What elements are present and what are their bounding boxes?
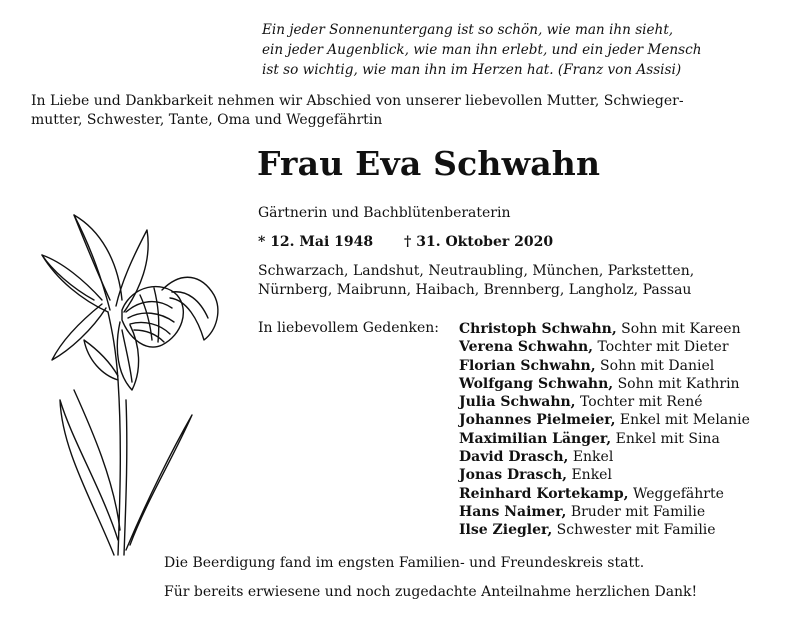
mourner-row (459, 521, 750, 539)
life-dates (258, 234, 553, 250)
mourner-name: Christoph Schwahn, (459, 321, 617, 337)
mourner-row (459, 430, 750, 448)
mourner-relation: Sohn mit Kathrin (613, 375, 740, 392)
mourner-relation: Enkel mit Sina (611, 430, 720, 447)
mourner-name: Verena Schwahn, (459, 339, 594, 356)
intro-line: In Liebe und Dankbarkeit nehmen wir Abschied von unserer liebevollen Mutter, Schwieger- (31, 93, 684, 109)
birth-date: * 12. Mai 1948 (258, 234, 374, 250)
mourner-row (459, 357, 750, 375)
mourner-relation: Bruder mit Familie (566, 503, 706, 520)
intro-text (31, 92, 781, 130)
deceased-name: Frau Eva Schwahn (257, 144, 601, 183)
mourner-row (459, 338, 750, 356)
mourner-name: Ilse Ziegler, (459, 522, 553, 539)
mourner-name: Julia Schwahn, (459, 394, 576, 411)
mourner-row (459, 485, 750, 503)
mourner-row (459, 393, 750, 411)
quote-line: ein jeder Augenblick, wie man ihn erlebt, und ein jeder Mensch (262, 42, 702, 58)
places-list (258, 262, 694, 300)
mourner-relation: Enkel (567, 467, 612, 484)
places-line: Schwarzach, Landshut, Neutraubling, München, Parkstetten, (258, 263, 695, 279)
mourner-relation: Sohn mit Daniel (595, 357, 715, 374)
mourner-relation: Tochter mit Dieter (593, 339, 729, 356)
quote-line: Ein jeder Sonnenuntergang ist so schön, wie man ihn sieht, (262, 22, 674, 38)
mourner-name: David Drasch, (459, 449, 569, 466)
mourner-name: Maximilian Länger, (459, 430, 612, 447)
mourner-relation: Enkel mit Melanie (615, 412, 750, 429)
iris-flower-icon (22, 200, 232, 560)
mourner-name: Hans Naimer, (459, 503, 567, 520)
intro-line: mutter, Schwester, Tante, Oma und Weggefährtin (31, 112, 383, 128)
mourner-row (459, 503, 750, 521)
mourner-name: Reinhard Kortekamp, (459, 485, 629, 502)
memory-label: In liebevollem Gedenken: (258, 320, 440, 336)
deceased-profession: Gärtnerin und Bachblütenberaterin (258, 205, 511, 221)
mourner-name: Jonas Drasch, (459, 467, 568, 484)
mourner-name: Wolfgang Schwahn, (459, 375, 614, 392)
thanks-note: Für bereits erwiesene und noch zugedachte Anteilnahme herzlichen Dank! (164, 584, 698, 600)
mourner-row (459, 320, 750, 338)
death-date: † 31. Oktober 2020 (404, 234, 554, 250)
mourners-list (459, 320, 750, 540)
mourner-row (459, 466, 750, 484)
mourner-row (459, 375, 750, 393)
mourner-relation: Enkel (568, 449, 614, 466)
mourner-relation: Weggefährte (628, 485, 724, 502)
mourner-relation: Tochter mit René (575, 394, 703, 411)
mourner-name: Florian Schwahn, (459, 357, 596, 374)
mourner-row (459, 411, 750, 429)
funeral-note: Die Beerdigung fand im engsten Familien- und Freundeskreis statt. (164, 555, 645, 571)
mourner-name: Johannes Pielmeier, (459, 412, 616, 429)
mourner-row (459, 448, 750, 466)
epigraph-quote (262, 20, 782, 80)
quote-line: ist so wichtig, wie man ihn im Herzen hat. (Franz von Assisi) (262, 62, 682, 78)
mourner-relation: Sohn mit Kareen (616, 321, 741, 337)
mourner-relation: Schwester mit Familie (552, 522, 716, 539)
places-line: Nürnberg, Maibrunn, Haibach, Brennberg, Langholz, Passau (258, 282, 692, 298)
